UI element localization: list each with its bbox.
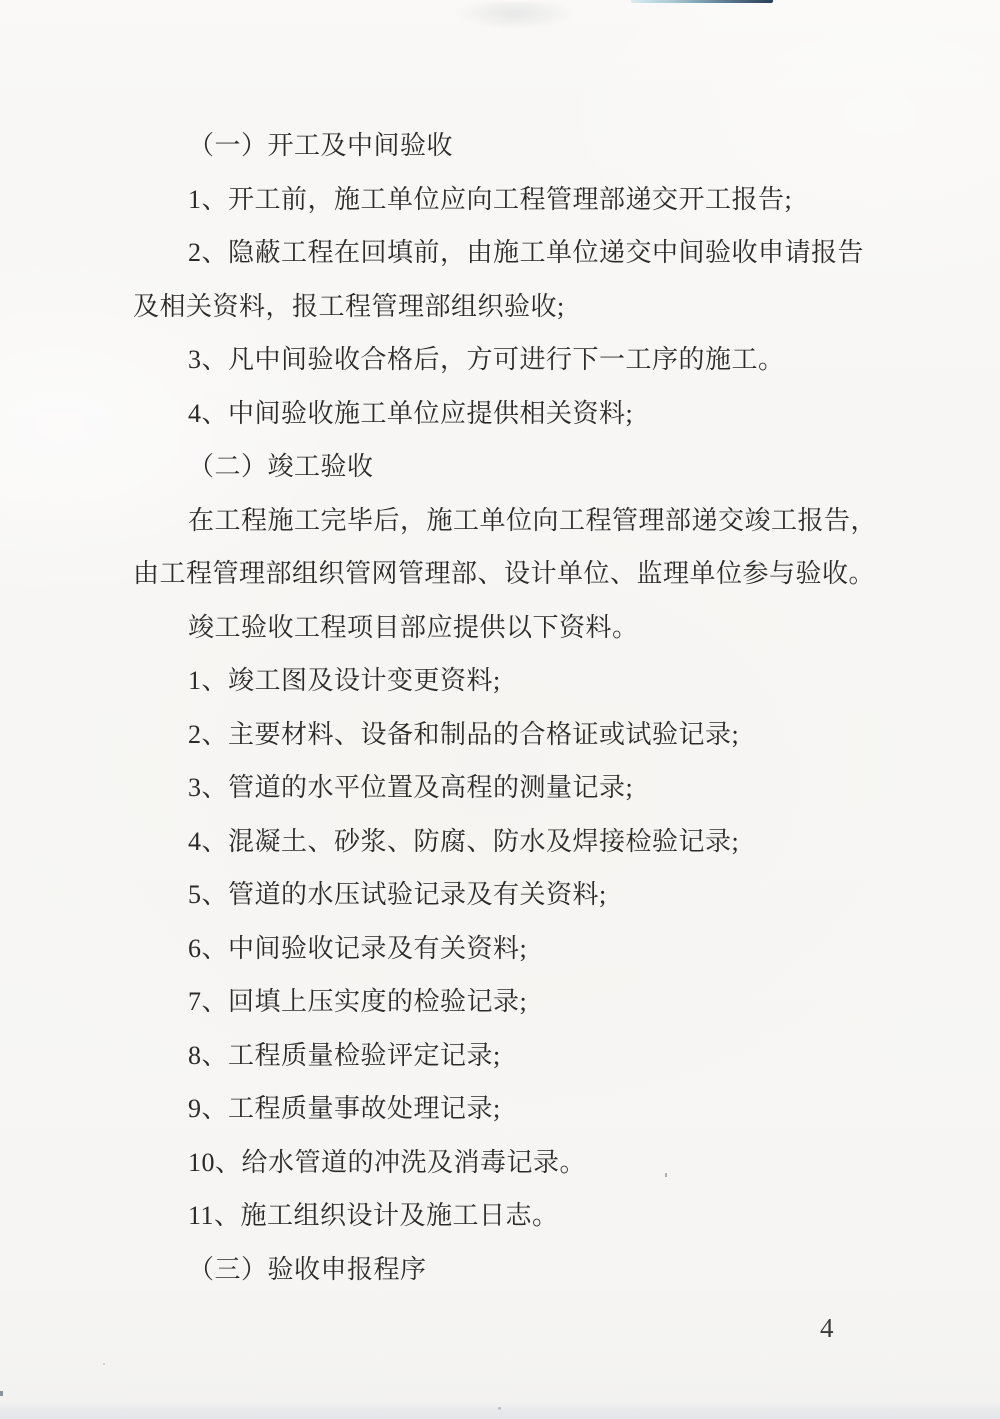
text-line: 由工程管理部组织管网管理部、设计单位、监理单位参与验收。 [133,559,876,588]
text-line: 竣工验收工程项目部应提供以下资料。 [188,612,639,642]
text-line: 1、开工前，施工单位应向工程管理部递交开工报告; [188,184,793,214]
scan-speck [665,1173,667,1177]
page-number: 4 [820,1313,834,1343]
scan-artifact-bottom-band [0,1401,1000,1419]
text-line: （一）开工及中间验收 [188,131,454,160]
text-line: 7、回填上压实度的检验记录; [188,987,528,1016]
text-line: 10、给水管道的冲洗及消毒记录。 [188,1147,587,1177]
text-line: 9、工程质量事故处理记录; [188,1094,501,1123]
text-line: 8、工程质量检验评定记录; [188,1040,501,1070]
scan-speck [0,1391,3,1396]
text-line: 4、中间验收施工单位应提供相关资料; [188,398,634,428]
scan-smudge [455,2,575,30]
text-line: 及相关资料，报工程管理部组织验收; [133,291,565,321]
text-line: 1、竣工图及设计变更资料; [188,666,501,695]
text-line: 5、管道的水压试验记录及有关资料; [188,880,607,909]
text-line: 在工程施工完毕后，施工单位向工程管理部递交竣工报告， [188,505,878,535]
text-line: 4、混凝土、砂浆、防腐、防水及焊接检验记录; [188,826,740,856]
document-body [133,119,878,1296]
text-line: 2、隐蔽工程在回填前，由施工单位递交中间验收申请报告 [188,238,865,267]
text-line: 3、凡中间验收合格后，方可进行下一工序的施工。 [188,345,785,374]
text-line: 2、主要材料、设备和制品的合格证或试验记录; [188,719,740,749]
scan-speck [103,1363,105,1365]
text-line: 11、施工组织设计及施工日志。 [188,1201,559,1230]
text-line: 6、中间验收记录及有关资料; [188,933,528,963]
scan-artifact-top-strip [631,0,773,3]
text-line: 3、管道的水平位置及高程的测量记录; [188,773,634,802]
text-line: （三）验收申报程序 [188,1254,427,1284]
text-line: （二）竣工验收 [188,452,374,481]
